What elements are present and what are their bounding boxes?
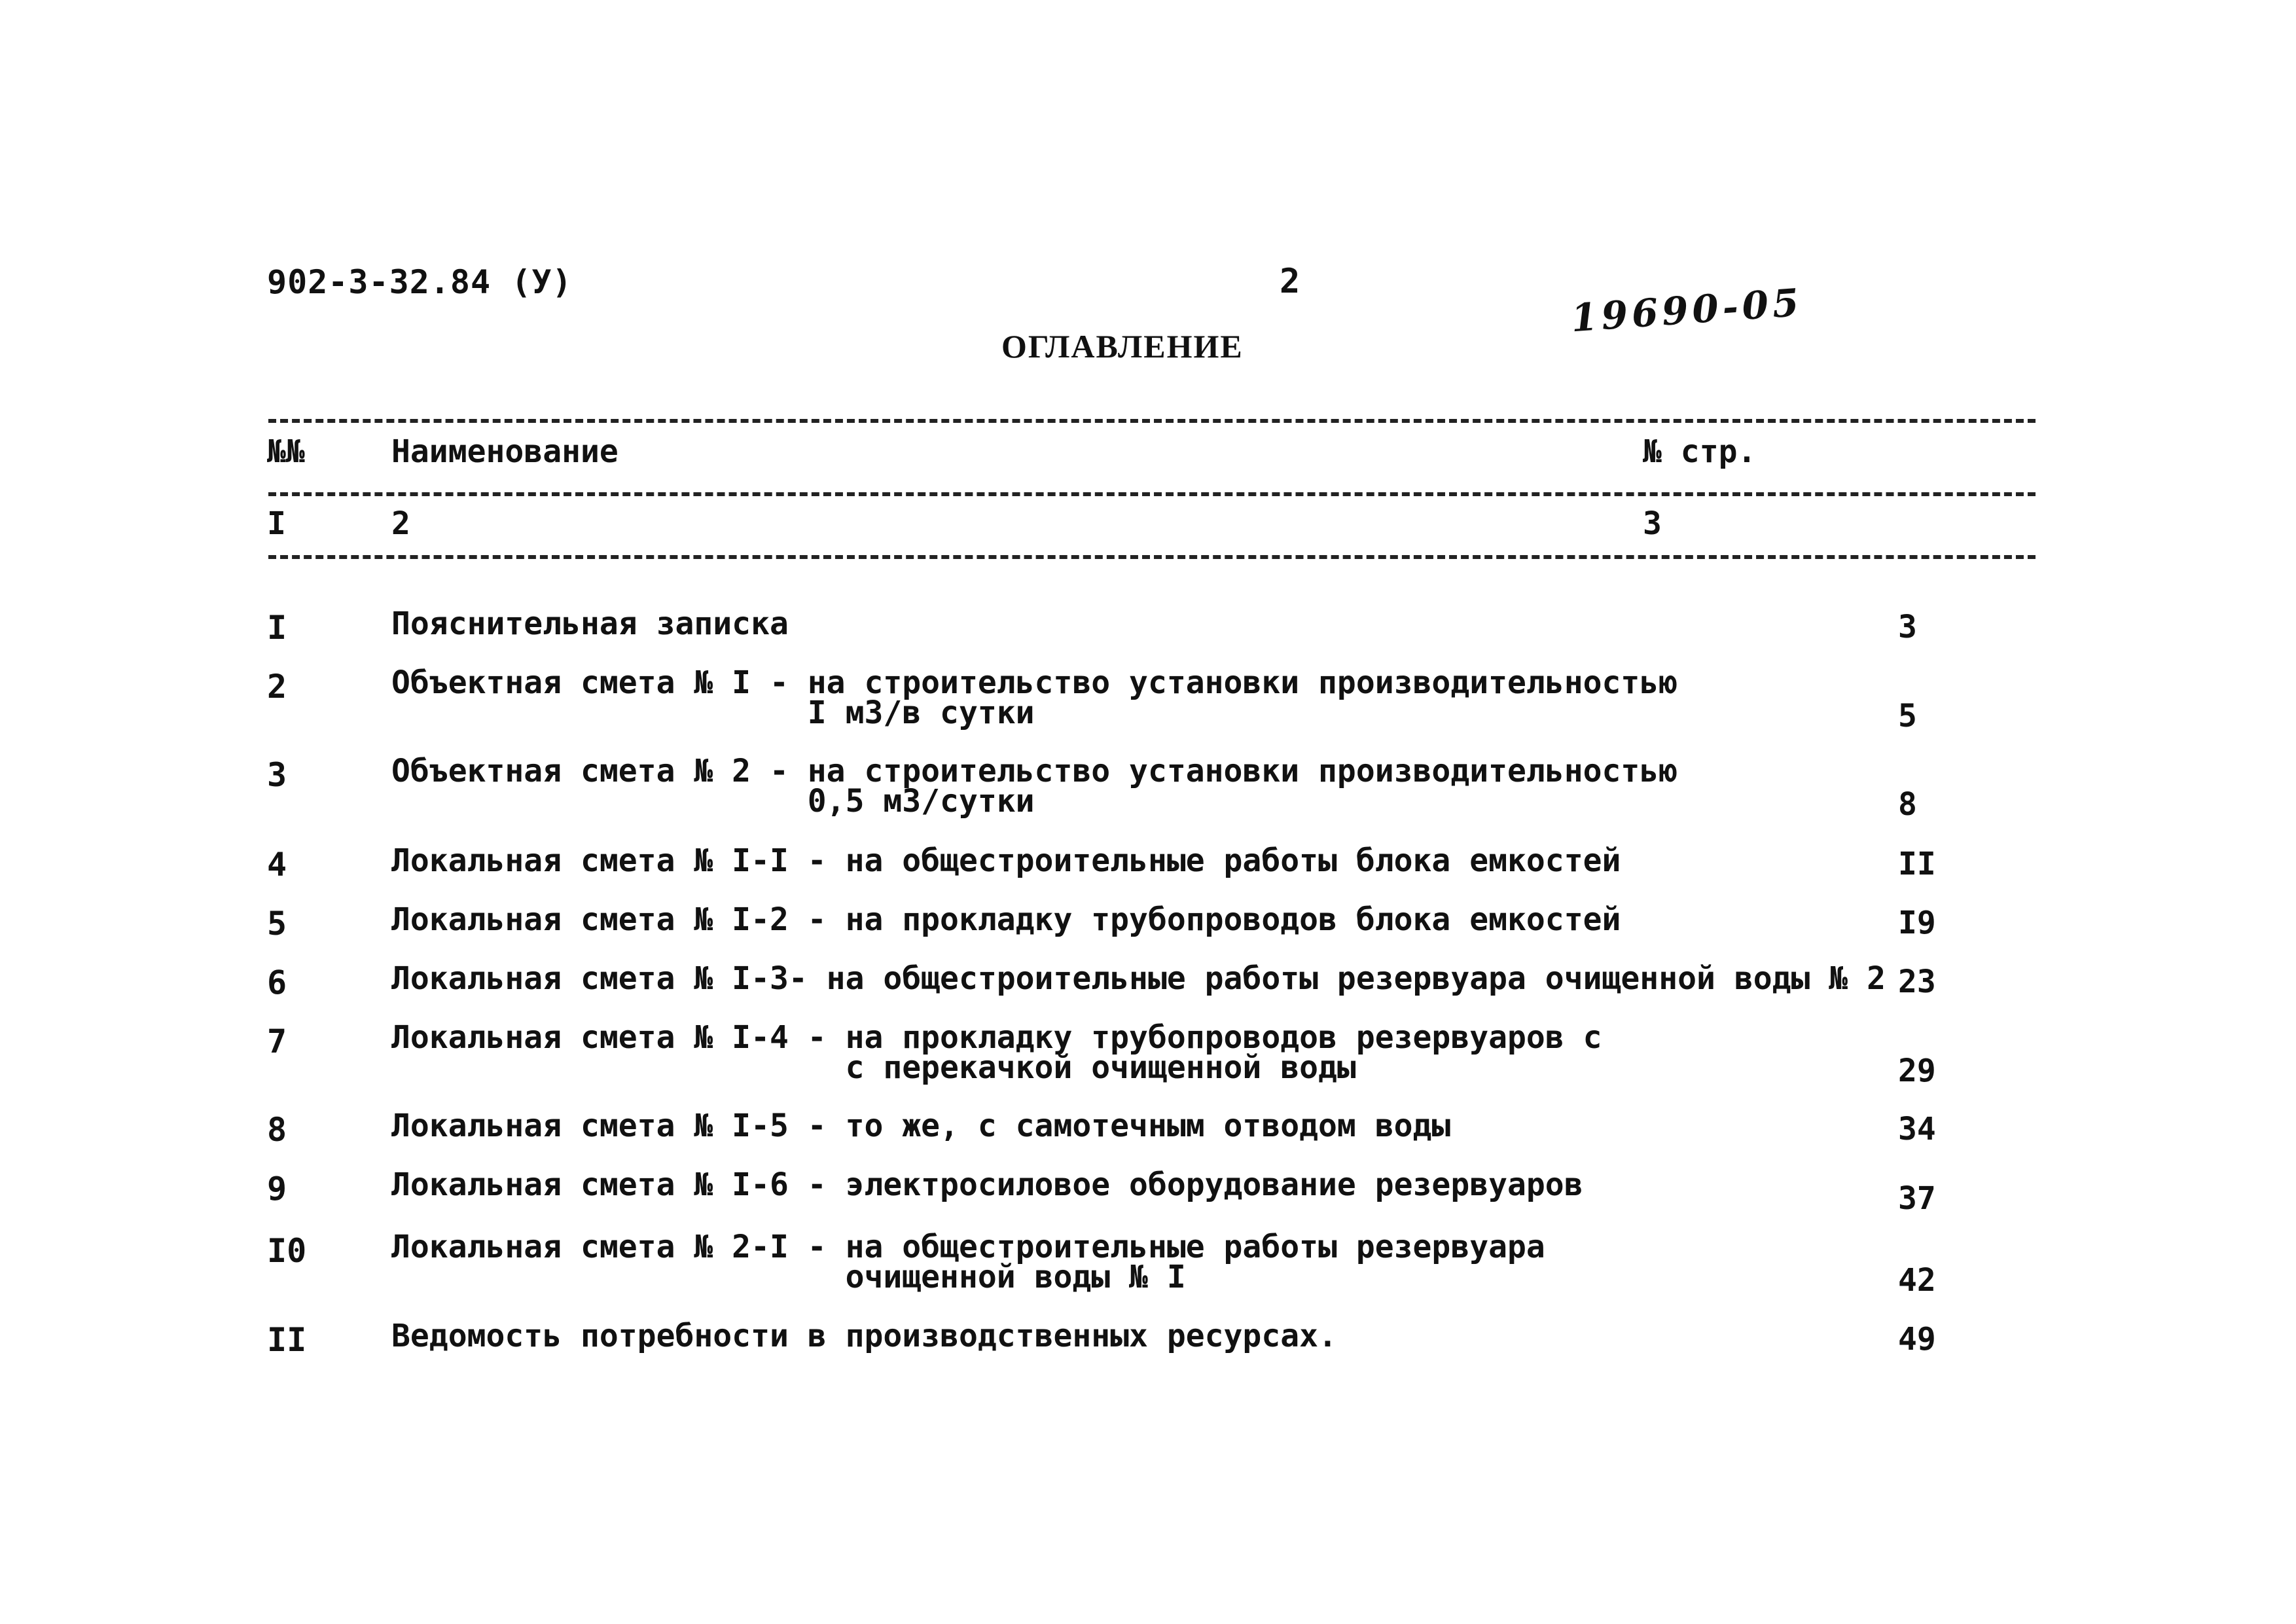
row-name: Пояснительная записка [391, 605, 789, 642]
column-header-page: № стр. [1643, 433, 1757, 470]
row-number: 2 [267, 668, 287, 706]
row-number: 3 [267, 756, 287, 794]
row-page: 23 [1898, 964, 1936, 1000]
document-code: 902-3-32.84 (У) [267, 263, 573, 301]
row-number: 7 [267, 1022, 287, 1060]
row-page: 29 [1898, 1053, 1936, 1089]
row-number: I [267, 609, 287, 647]
row-page: I9 [1898, 905, 1936, 941]
row-number: I0 [267, 1232, 307, 1270]
column-number-3: 3 [1643, 505, 1662, 542]
row-page: 49 [1898, 1321, 1936, 1358]
page-title: ОГЛАВЛЕНИЕ [1001, 328, 1244, 365]
column-number-2: 2 [391, 505, 410, 542]
row-number: 4 [267, 846, 287, 884]
row-name: Локальная смета № I-5 - то же, с самотечным отводом воды [391, 1108, 1451, 1144]
row-page: 37 [1898, 1180, 1936, 1217]
row-name: Локальная смета № I-2 - на прокладку трубопроводов блока емкостей [391, 901, 1621, 938]
row-number: 5 [267, 905, 287, 943]
row-page: 8 [1898, 786, 1917, 823]
row-name: Локальная смета № I-3- на общестроительные работы резервуара очищенной воды № 2 [391, 960, 1886, 997]
row-page: 5 [1898, 698, 1917, 734]
row-page: 42 [1898, 1262, 1936, 1299]
row-name: Локальная смета № I-I - на общестроительные работы блока емкостей [391, 842, 1621, 879]
row-name: Локальная смета № I-6 - электросиловое оборудование резервуаров [391, 1166, 1583, 1203]
row-page: 3 [1898, 609, 1917, 645]
handwritten-reference: 19690-05 [1570, 280, 1804, 341]
row-name: Объектная смета № I - на строительство установки производительностью I м3/в сутки [391, 664, 1678, 731]
column-header-number: №№ [267, 433, 305, 470]
header-divider-rule [268, 492, 2036, 496]
row-number: II [267, 1321, 307, 1359]
row-number: 6 [267, 964, 287, 1001]
row-name: Локальная смета № I-4 - на прокладку трубопроводов резервуаров с с перекачкой очищенной воды [391, 1019, 1602, 1086]
row-name: Объектная смета № 2 - на строительство установки производительностью 0,5 м3/сутки [391, 753, 1678, 820]
header-bottom-rule [268, 555, 2036, 559]
row-name: Локальная смета № 2-I - на общестроительные работы резервуара очищенной воды № I [391, 1229, 1545, 1295]
page-number: 2 [1280, 262, 1300, 301]
row-number: 8 [267, 1111, 287, 1149]
row-name: Ведомость потребности в производственных ресурсах. [391, 1318, 1337, 1354]
row-number: 9 [267, 1170, 287, 1208]
table-top-rule [268, 419, 2036, 423]
column-number-1: I [267, 505, 286, 542]
row-page: II [1898, 846, 1936, 882]
row-page: 34 [1898, 1111, 1936, 1147]
column-header-name: Наименование [391, 433, 619, 470]
